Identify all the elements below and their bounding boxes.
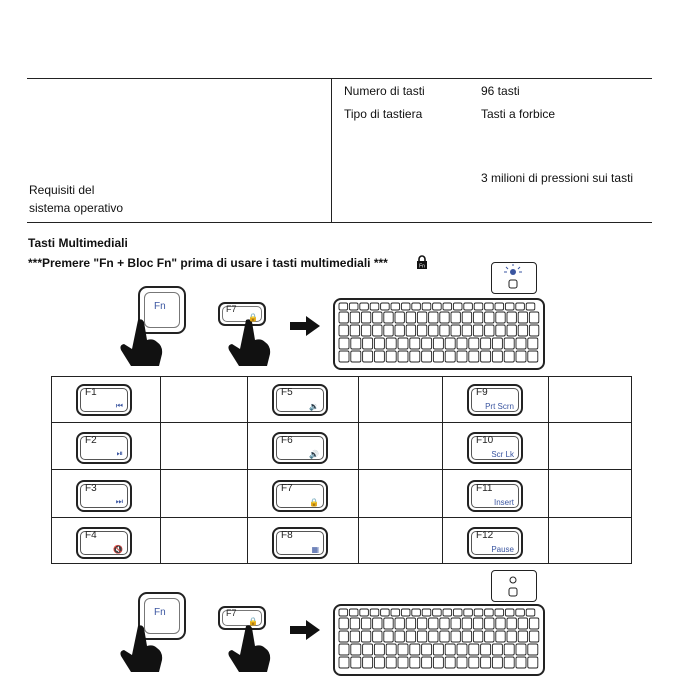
keyboard-key xyxy=(518,631,527,642)
keyboard-key xyxy=(485,618,494,629)
keyboard-key xyxy=(485,631,494,642)
keyboard-key xyxy=(443,609,452,616)
pointing-hand-icon xyxy=(224,318,274,368)
keyboard-key xyxy=(469,338,479,349)
keyboard-key xyxy=(412,609,421,616)
keyboard-key xyxy=(507,325,516,336)
keyboard-key xyxy=(417,312,426,323)
next-track-icon: ⏭ xyxy=(115,497,123,506)
key-label: F4 xyxy=(85,530,97,541)
keyboard-key xyxy=(339,657,349,668)
keyboard-key xyxy=(422,351,432,362)
keyboard-key xyxy=(440,325,449,336)
indicator-light-icon xyxy=(492,571,535,600)
keyboard-key xyxy=(504,657,514,668)
arrow-right-icon xyxy=(290,620,320,640)
keyboard-key xyxy=(433,303,442,310)
keyboard-key xyxy=(451,631,460,642)
keyboard-key xyxy=(505,609,514,616)
keyboard-key xyxy=(401,303,410,310)
keyboard-key xyxy=(495,303,504,310)
calculator-icon: ▦ xyxy=(311,545,319,554)
key-label: F12 xyxy=(476,530,494,541)
keyboard-key xyxy=(398,338,408,349)
keyboard-key xyxy=(504,644,514,655)
keyboard-key xyxy=(339,618,348,629)
keyboard-key xyxy=(496,618,505,629)
keyboard-key xyxy=(496,631,505,642)
keyboard-keys xyxy=(335,300,543,368)
keyboard-key xyxy=(518,618,527,629)
keyboard-key xyxy=(386,338,396,349)
keyboard-key xyxy=(481,351,491,362)
keyboard-key xyxy=(451,325,460,336)
keyboard-key xyxy=(422,644,432,655)
keyboard-key xyxy=(473,631,482,642)
key-label: F3 xyxy=(85,483,97,494)
keyboard-key xyxy=(485,325,494,336)
keyboard-key xyxy=(384,325,393,336)
keyboard-key xyxy=(370,303,379,310)
keyboard-key xyxy=(507,312,516,323)
keyboard-key xyxy=(386,657,396,668)
keyboard-key xyxy=(464,609,473,616)
spec-label-keyboard-type: Tipo di tastiera xyxy=(344,107,423,121)
keyboard-key xyxy=(469,351,479,362)
keyboard-key xyxy=(391,609,400,616)
pointing-hand-icon xyxy=(116,318,166,368)
keyboard-key xyxy=(433,644,443,655)
f1-key xyxy=(76,384,132,416)
keyboard-keys xyxy=(335,606,543,674)
keyboard-key xyxy=(433,351,443,362)
keyboard-key xyxy=(440,312,449,323)
keyboard-key xyxy=(453,609,462,616)
keyboard-key xyxy=(445,657,455,668)
keyboard-key xyxy=(349,609,358,616)
keyboard-key xyxy=(363,338,373,349)
f9-key xyxy=(467,384,523,416)
keyboard-key xyxy=(429,312,438,323)
keyboard-key xyxy=(507,631,516,642)
keyboard-key xyxy=(339,338,349,349)
keyboard-key xyxy=(384,312,393,323)
keyboard-key xyxy=(469,644,479,655)
keyboard-key xyxy=(528,338,538,349)
print-screen-label: Prt Scrn xyxy=(485,402,514,411)
keyboard-key xyxy=(462,631,471,642)
keyboard-key xyxy=(386,351,396,362)
keyboard-key xyxy=(516,644,526,655)
keyboard-key xyxy=(401,609,410,616)
keyboard-key xyxy=(529,631,538,642)
spec-label-key-count: Numero di tasti xyxy=(344,84,425,98)
keyboard-key xyxy=(350,618,359,629)
keyboard-key xyxy=(528,351,538,362)
keyboard-key xyxy=(395,618,404,629)
keyboard-key xyxy=(361,618,370,629)
keyboard-key xyxy=(339,325,348,336)
keyboard-key xyxy=(473,325,482,336)
keyboard-key xyxy=(350,325,359,336)
volume-down-icon: 🔉 xyxy=(309,402,319,411)
keyboard-key xyxy=(473,312,482,323)
keyboard-key xyxy=(406,618,415,629)
keyboard-key xyxy=(351,657,361,668)
f3-key xyxy=(76,480,132,512)
keyboard-key xyxy=(417,618,426,629)
key-label: F6 xyxy=(281,435,293,446)
keyboard-key xyxy=(374,351,384,362)
keyboard-key xyxy=(526,303,535,310)
keyboard-key xyxy=(410,657,420,668)
keyboard-key xyxy=(464,303,473,310)
keyboard-key xyxy=(361,325,370,336)
keyboard-key xyxy=(443,303,452,310)
keyboard-key xyxy=(481,644,491,655)
keyboard-key xyxy=(518,312,527,323)
keyboard-key xyxy=(398,644,408,655)
fn-key-label: Fn xyxy=(154,301,166,312)
keyboard-key xyxy=(495,609,504,616)
keyboard-key xyxy=(496,325,505,336)
keyboard-key xyxy=(457,338,467,349)
keyboard-key xyxy=(412,303,421,310)
indicator-light-icon xyxy=(492,263,535,292)
keyboard-key xyxy=(485,303,494,310)
keyboard-key xyxy=(381,609,390,616)
keyboard-key xyxy=(410,351,420,362)
keyboard-key xyxy=(492,351,502,362)
keyboard-key xyxy=(445,338,455,349)
lock-icon: 🔒 xyxy=(248,313,258,322)
keyboard-key xyxy=(440,631,449,642)
f2-key xyxy=(76,432,132,464)
keyboard-key xyxy=(417,631,426,642)
keyboard-key xyxy=(339,351,349,362)
keyboard-key xyxy=(381,303,390,310)
keyboard-key xyxy=(386,644,396,655)
keyboard-key xyxy=(395,325,404,336)
keyboard-key xyxy=(462,312,471,323)
keyboard-key xyxy=(504,338,514,349)
pause-label: Pause xyxy=(491,545,514,554)
keyboard-key xyxy=(528,657,538,668)
keyboard-key xyxy=(373,631,382,642)
insert-label: Insert xyxy=(493,498,514,507)
keyboard-key xyxy=(417,325,426,336)
keyboard-key xyxy=(528,644,538,655)
keyboard-key xyxy=(451,312,460,323)
keyboard-key xyxy=(391,303,400,310)
keyboard-key xyxy=(516,657,526,668)
keyboard-key xyxy=(457,644,467,655)
keyboard-key xyxy=(492,657,502,668)
keyboard-key xyxy=(360,303,369,310)
keyboard-key xyxy=(485,609,494,616)
keyboard-key xyxy=(485,312,494,323)
keyboard-key xyxy=(507,618,516,629)
f11-key xyxy=(467,480,523,512)
keyboard-key xyxy=(374,657,384,668)
keyboard-key xyxy=(373,312,382,323)
previous-track-icon: ⏮ xyxy=(115,401,123,410)
keyboard-key xyxy=(422,338,432,349)
lock-icon: 🔒 xyxy=(248,617,258,626)
keyboard-key xyxy=(529,312,538,323)
keyboard-key xyxy=(529,325,538,336)
keyboard-key xyxy=(422,303,431,310)
keyboard-key xyxy=(360,609,369,616)
keyboard-key xyxy=(440,618,449,629)
key-label: F7 xyxy=(281,483,293,494)
keyboard-key xyxy=(406,325,415,336)
keyboard-key xyxy=(462,618,471,629)
keyboard-key xyxy=(473,618,482,629)
spec-value-keyboard-type: Tasti a forbice xyxy=(481,107,556,121)
keyboard-key xyxy=(504,351,514,362)
f8-key xyxy=(272,527,328,559)
spec-table-divider xyxy=(331,78,332,222)
keyboard-key xyxy=(516,338,526,349)
keyboard-key xyxy=(361,631,370,642)
keyboard-key xyxy=(373,618,382,629)
keyboard-key xyxy=(349,303,358,310)
key-label: F2 xyxy=(85,435,97,446)
f5-key xyxy=(272,384,328,416)
keyboard-key xyxy=(339,609,348,616)
spec-table-bottom-rule xyxy=(27,222,652,223)
keyboard-key xyxy=(395,631,404,642)
f6-key xyxy=(272,432,328,464)
keyboard-key xyxy=(384,631,393,642)
keyboard-key xyxy=(505,303,514,310)
keyboard-key xyxy=(339,312,348,323)
keyboard-key xyxy=(492,338,502,349)
keyboard-key xyxy=(433,657,443,668)
keyboard-key xyxy=(406,312,415,323)
play-pause-icon: ⏯ xyxy=(116,449,123,458)
multimedia-key-table xyxy=(51,376,632,564)
fn-lock-indicator-off xyxy=(491,570,537,602)
key-label: F8 xyxy=(281,530,293,541)
keyboard-key xyxy=(422,657,432,668)
volume-up-icon: 🔊 xyxy=(309,450,319,459)
key-label: F9 xyxy=(476,387,488,398)
f7-key-label: F7 xyxy=(226,608,237,618)
keyboard-key xyxy=(395,312,404,323)
keyboard-key xyxy=(351,351,361,362)
fn-lock-notice: ***Premere "Fn + Bloc Fn" prima di usare i tasti multimediali *** xyxy=(28,256,388,270)
keyboard-key xyxy=(457,657,467,668)
keyboard-key xyxy=(516,351,526,362)
f7-key xyxy=(272,480,328,512)
keyboard-key xyxy=(351,338,361,349)
key-label: F1 xyxy=(85,387,97,398)
keyboard-key xyxy=(351,644,361,655)
keyboard-key xyxy=(445,351,455,362)
keyboard-key xyxy=(363,351,373,362)
keyboard-key xyxy=(433,338,443,349)
keyboard-key xyxy=(373,325,382,336)
keyboard-key xyxy=(496,312,505,323)
scroll-lock-label: Scr Lk xyxy=(491,450,514,459)
keyboard-key xyxy=(339,644,349,655)
keyboard-key xyxy=(529,618,538,629)
spec-value-key-count: 96 tasti xyxy=(481,84,520,98)
f7-key-label: F7 xyxy=(226,304,237,314)
keyboard-key xyxy=(422,609,431,616)
keyboard-key xyxy=(398,351,408,362)
key-label: F5 xyxy=(281,387,293,398)
keyboard-key xyxy=(363,644,373,655)
keyboard-key xyxy=(361,312,370,323)
keyboard-key xyxy=(518,325,527,336)
keyboard-key xyxy=(384,618,393,629)
keyboard-key xyxy=(363,657,373,668)
f12-key xyxy=(467,527,523,559)
f4-key xyxy=(76,527,132,559)
keyboard-key xyxy=(516,303,525,310)
spec-value-keystrokes: 3 milioni di pressioni sui tasti xyxy=(481,171,634,185)
keyboard-key xyxy=(370,609,379,616)
lock-icon xyxy=(416,255,428,270)
keyboard-key xyxy=(339,631,348,642)
keyboard-key xyxy=(410,644,420,655)
keyboard-key xyxy=(445,644,455,655)
keyboard-key xyxy=(481,657,491,668)
key-label: F11 xyxy=(476,483,493,494)
keyboard-key xyxy=(469,657,479,668)
keyboard-key xyxy=(350,312,359,323)
svg-text:Fn: Fn xyxy=(419,263,425,270)
keyboard-key xyxy=(398,657,408,668)
keyboard-illustration-bottom xyxy=(333,604,545,676)
fn-key-label: Fn xyxy=(154,607,166,618)
keyboard-key xyxy=(451,618,460,629)
keyboard-key xyxy=(462,325,471,336)
keyboard-key xyxy=(516,609,525,616)
requirements-label-line2: sistema operativo xyxy=(29,201,124,215)
mute-icon: 🔇 xyxy=(113,545,123,554)
keyboard-key xyxy=(457,351,467,362)
f10-key xyxy=(467,432,523,464)
keyboard-illustration-top xyxy=(333,298,545,370)
pointing-hand-icon xyxy=(116,624,166,674)
keyboard-key xyxy=(410,338,420,349)
keyboard-key xyxy=(374,644,384,655)
keyboard-key xyxy=(429,631,438,642)
keyboard-key xyxy=(429,325,438,336)
section-title: Tasti Multimediali xyxy=(28,236,128,250)
keyboard-key xyxy=(481,338,491,349)
keyboard-key xyxy=(433,609,442,616)
spec-table-top-rule xyxy=(27,78,652,79)
keyboard-key xyxy=(492,644,502,655)
keyboard-key xyxy=(474,303,483,310)
requirements-label-line1: Requisiti del xyxy=(29,183,95,197)
key-label: F10 xyxy=(476,435,494,446)
arrow-right-icon xyxy=(290,316,320,336)
keyboard-key xyxy=(350,631,359,642)
pointing-hand-icon xyxy=(224,624,274,674)
keyboard-key xyxy=(453,303,462,310)
keyboard-key xyxy=(474,609,483,616)
keyboard-key xyxy=(374,338,384,349)
fn-lock-indicator-on xyxy=(491,262,537,294)
keyboard-key xyxy=(526,609,535,616)
keyboard-key xyxy=(406,631,415,642)
keyboard-key xyxy=(429,618,438,629)
keyboard-key xyxy=(339,303,348,310)
lock-icon: 🔒 xyxy=(309,498,319,507)
